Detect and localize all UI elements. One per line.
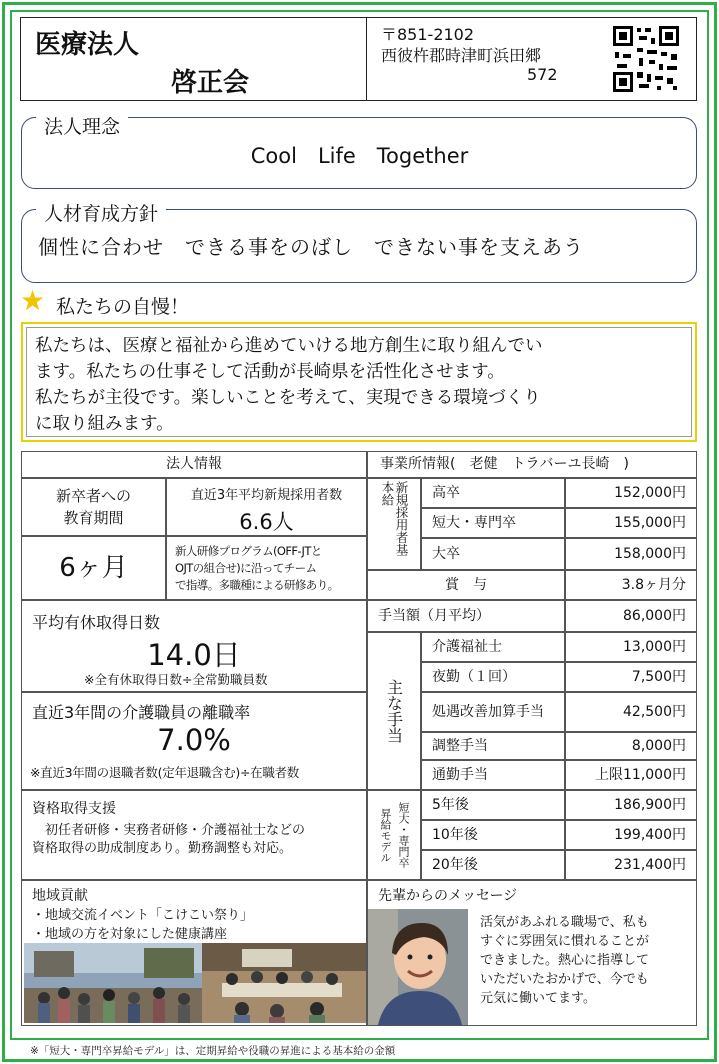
bonus-value-cell: 3.8ヶ月分 [565,570,697,600]
pride-text-4: に取り組みます。 [35,414,174,434]
allowances-value: 上限11,000円 [565,760,697,790]
header-address-box [366,17,697,101]
salary-side-cell [367,478,421,570]
philosophy-text: Cool Life Together [250,144,469,168]
lecture-photo [202,943,366,1023]
allowance-label-cell: 手当額（月平均） [367,600,565,632]
model-side-label-1: 昇給モデル [379,807,392,863]
allowances-value: 8,000円 [565,732,697,760]
models-value: 199,400円 [565,820,697,850]
qualification-text-1: 初任者研修・実務者研修・介護福祉士などの [32,823,306,838]
policy-label: 人材育成方針 [36,199,166,226]
message-text-4: いただいたおかげで、今でも [480,972,649,987]
message-text-2: すぐに雰囲気に慣れることが [480,934,650,949]
allowance-value-cell: 86,000円 [565,600,697,632]
turnover-value: 7.0% [157,723,231,757]
star-icon: ★ [20,284,46,317]
postal-code: 〒851-2102 [381,25,475,44]
leave-note: ※全有休取得日数÷全常勤職員数 [84,672,268,687]
header-name-box [20,17,367,101]
turnover-cell [21,692,367,790]
community-item-1: ・地域交流イベント「こけこい祭り」 [32,908,254,923]
qualification-text-2: 資格取得の助成制度あり。勤務調整も対応。 [32,841,293,856]
salary_rows-label: 高卒 [421,478,565,508]
bonus-label-cell: 賞 与 [367,570,565,600]
models-label: 20年後 [421,850,565,880]
allowances-label: 通勤手当 [421,760,565,790]
salary_rows-value: 152,000円 [565,478,697,508]
salary_rows-value: 155,000円 [565,508,697,538]
models-value: 231,400円 [565,850,697,880]
community-cell [21,880,367,1026]
model-side-cell [367,790,421,880]
pride-box [21,322,697,442]
allowances-label: 調整手当 [421,732,565,760]
turnover-label: 直近3年間の介護職員の離職率 [32,703,251,722]
qualification-cell [21,790,367,880]
pride-text-3: 私たちが主役です。楽しいことを考えて、実現できる環境づくり [35,388,541,408]
salary-side-label: 新規採用者基本給 [380,481,409,556]
allowances-label: 処遇改善加算手当 [421,692,565,732]
qr-code [611,24,681,94]
pride-text-2: ます。私たちの仕事そして活動が長崎県を活性化させます。 [35,362,505,382]
models-label: 5年後 [421,790,565,820]
hire-cell: 直近3年平均新規採用者数 6.6人 [166,478,367,536]
allowances-label: 介護福祉士 [421,632,565,662]
models-value: 186,900円 [565,790,697,820]
qualification-label: 資格取得支援 [32,801,116,817]
address-number: 572 [527,65,558,84]
festival-photo [24,943,202,1023]
footnote: ※「短大・専門卒昇給モデル」は、定期昇給や役職の昇進による基本給の金額 [30,1045,396,1057]
salary_rows-label: 大卒 [421,538,565,570]
edu-value-cell [21,536,166,600]
edu-value: 6ヶ月 [59,553,128,583]
allowances-value: 13,000円 [565,632,697,662]
program-cell: 新人研修プログラム(OFF-JTと OJTの組合せ)に沿ってチーム で指導。多職種による研修あり。 [166,536,367,600]
left-header: 法人情報 [21,451,367,478]
pride-label: 私たちの自慢！ [56,296,190,318]
salary_rows-value: 158,000円 [565,538,697,570]
edu-label-cell: 新卒者への 教育期間 [21,478,166,536]
allowances-value: 42,500円 [565,692,697,732]
address: 西彼杵郡時津町浜田郷 [381,46,542,65]
policy-text: 個性に合わせ できる事をのばし できない事を支えあう [38,235,584,259]
senior-staff-photo [368,909,468,1025]
pride-text-1: 私たちは、医療と福祉から進めていける地方創生に取り組んでい [35,336,543,356]
message-text-5: 元気に働いてます。 [480,991,596,1006]
philosophy-label: 法人理念 [36,112,128,139]
message-text-1: 活気があふれる職場で、私も [480,915,649,930]
org-type: 医療法人 [35,30,140,60]
turnover-note: ※直近3年間の退職者数(定年退職含む)÷在職者数 [30,765,299,780]
allowances-value: 7,500円 [565,662,697,692]
leave-value: 14.0日 [147,638,241,672]
community-label: 地域貢献 [32,888,88,904]
org-name: 啓正会 [171,68,250,98]
allowance-side-cell [367,632,421,790]
allowance-side-label: 主な手当 [384,679,404,743]
message-cell [367,880,697,1026]
leave-cell [21,600,367,692]
hire-value: 6.6人 [239,510,294,534]
models-label: 10年後 [421,820,565,850]
message-label: 先輩からのメッセージ [378,888,518,904]
salary_rows-label: 短大・専門卒 [421,508,565,538]
leave-label: 平均有休取得日数 [32,613,161,632]
community-item-2: ・地域の方を対象にした健康講座 [32,927,228,942]
model-side-label-2: 短大・専門卒 [397,802,410,868]
message-text-3: できました。熱心に指導して [480,953,650,968]
right-header: 事業所情報( 老健 トラバーユ長崎 ) [367,451,697,478]
allowances-label: 夜勤（１回） [421,662,565,692]
